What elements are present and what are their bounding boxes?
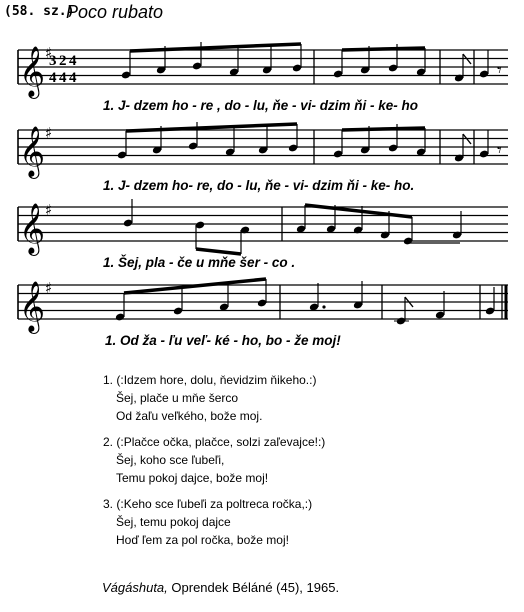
verse-line: Od žaľu veľkého, bože moj. — [116, 409, 263, 423]
note-beam — [342, 48, 425, 50]
time-signature-denominator: 4 — [59, 70, 67, 86]
lyrics-line-1: 1. J- dzem ho - re , do - lu, ňe - vi- dzim ňi - ke- ho — [103, 98, 419, 113]
rest-icon: 𝄾 — [497, 140, 502, 161]
time-signature-numerator: 4 — [69, 53, 77, 69]
treble-clef-icon: 𝄞 — [19, 46, 46, 97]
verse-line: Šej, koho sce ľubeľi, — [116, 453, 225, 467]
treble-clef-icon: 𝄞 — [19, 203, 46, 254]
verse-line: Hoď ľem za pol ročka, bože moj! — [116, 533, 289, 547]
song-number: (58. sz.) — [4, 4, 75, 19]
verse-texts — [103, 371, 325, 557]
verse-number: 1. — [103, 373, 114, 387]
time-signature-numerator: 3 — [49, 53, 57, 69]
source-place: Vágáshuta, — [102, 580, 168, 595]
tempo-marking: Poco rubato — [66, 2, 164, 22]
note-beam — [342, 128, 425, 130]
treble-clef-icon: 𝄞 — [19, 281, 46, 332]
sharp-icon: ♯ — [45, 201, 53, 219]
source-citation — [102, 580, 339, 595]
verse-2 — [103, 433, 325, 487]
verse-3 — [103, 495, 325, 549]
treble-clef-icon: 𝄞 — [19, 126, 46, 177]
source-details: Oprendek Béláné (45), 1965. — [167, 580, 340, 595]
time-signature-denominator: 4 — [69, 70, 77, 86]
sharp-icon: ♯ — [45, 44, 53, 62]
note-beam — [124, 279, 266, 293]
verse-line: (:Keho sce ľubeľi za poltreca ročka,:) — [116, 497, 313, 511]
verse-line: (:Idzem hore, dolu, ňevidzim ňikeho.:) — [116, 373, 317, 387]
verse-line: Šej, plače u mňe šerco — [116, 391, 239, 405]
note-beam — [196, 249, 241, 254]
dot-icon — [322, 305, 325, 308]
time-signature-denominator: 4 — [49, 70, 57, 86]
verse-1 — [103, 371, 325, 425]
lyrics-line-4: 1. Od ža - ľu veľ- ké - ho, bo - že moj! — [105, 333, 341, 348]
verse-line: Šej, temu pokoj dajce — [116, 515, 231, 529]
sharp-icon: ♯ — [45, 124, 53, 142]
lyrics-line-3: 1. Šej, pla - če u mňe šer - co . — [103, 255, 296, 270]
verse-line: Temu pokoj dajce, bože moj! — [116, 471, 269, 485]
time-signature-numerator: 2 — [59, 53, 67, 69]
sharp-icon: ♯ — [45, 279, 53, 297]
lyrics-line-2: 1. J- dzem ho- re, do - lu, ňe - vi- dzim ňi - ke- ho. — [103, 178, 415, 193]
verse-number: 3. — [103, 497, 114, 511]
verse-line: (:Plačce očka, plačce, solzi zaľevajce!:) — [116, 435, 326, 449]
rest-icon: 𝄾 — [497, 60, 502, 81]
verse-number: 2. — [103, 435, 114, 449]
